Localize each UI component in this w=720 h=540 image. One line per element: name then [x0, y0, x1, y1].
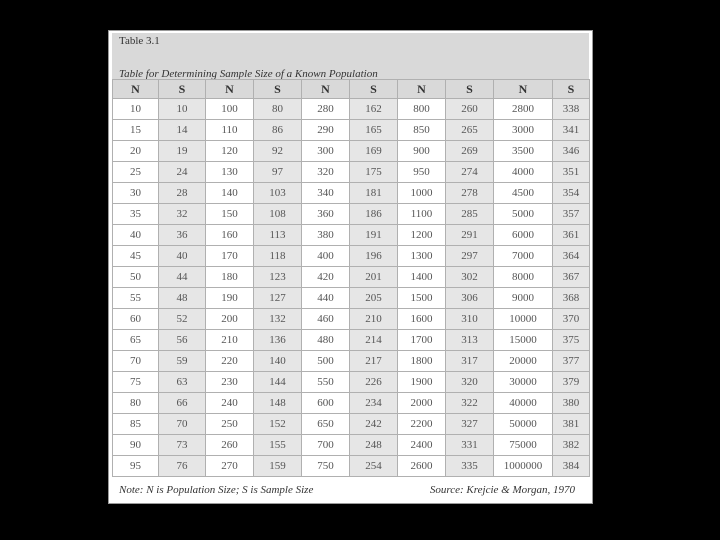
- sample-size-cell: 274: [446, 162, 494, 183]
- table-row: [113, 120, 590, 141]
- sample-size-cell: 186: [350, 204, 398, 225]
- population-size-cell: 360: [302, 204, 350, 225]
- population-size-cell: 15000: [494, 330, 553, 351]
- population-size-cell: 600: [302, 393, 350, 414]
- sample-size-cell: 346: [553, 141, 590, 162]
- population-size-cell: 75000: [494, 435, 553, 456]
- sample-size-cell: 32: [159, 204, 206, 225]
- population-size-cell: 150: [206, 204, 254, 225]
- population-size-cell: 440: [302, 288, 350, 309]
- sample-size-cell: 19: [159, 141, 206, 162]
- column-header: S: [254, 80, 302, 99]
- table-source: Source: Krejcie & Morgan, 1970: [429, 484, 575, 496]
- sample-size-cell: 354: [553, 183, 590, 204]
- sample-size-cell: 269: [446, 141, 494, 162]
- sample-size-cell: 181: [350, 183, 398, 204]
- sample-size-cell: 291: [446, 225, 494, 246]
- population-size-cell: 400: [302, 246, 350, 267]
- sample-size-cell: 368: [553, 288, 590, 309]
- sample-size-cell: 159: [254, 456, 302, 477]
- population-size-cell: 8000: [494, 267, 553, 288]
- sample-size-cell: 113: [254, 225, 302, 246]
- column-header: N: [113, 80, 159, 99]
- sample-size-cell: 260: [446, 99, 494, 120]
- sample-size-cell: 136: [254, 330, 302, 351]
- population-size-cell: 110: [206, 120, 254, 141]
- population-size-cell: 380: [302, 225, 350, 246]
- population-size-cell: 320: [302, 162, 350, 183]
- sample-size-cell: 364: [553, 246, 590, 267]
- table-row: [113, 246, 590, 267]
- population-size-cell: 70: [113, 351, 159, 372]
- sample-size-cell: 306: [446, 288, 494, 309]
- sample-size-cell: 254: [350, 456, 398, 477]
- sample-size-cell: 214: [350, 330, 398, 351]
- sample-size-cell: 56: [159, 330, 206, 351]
- population-size-cell: 700: [302, 435, 350, 456]
- sample-size-cell: 317: [446, 351, 494, 372]
- sample-size-cell: 80: [254, 99, 302, 120]
- column-header: N: [302, 80, 350, 99]
- column-header: N: [206, 80, 254, 99]
- sample-size-cell: 310: [446, 309, 494, 330]
- sample-size-cell: 210: [350, 309, 398, 330]
- sample-size-cell: 148: [254, 393, 302, 414]
- sample-size-cell: 248: [350, 435, 398, 456]
- sample-size-cell: 367: [553, 267, 590, 288]
- population-size-cell: 60: [113, 309, 159, 330]
- population-size-cell: 95: [113, 456, 159, 477]
- population-size-cell: 90: [113, 435, 159, 456]
- sample-size-cell: 118: [254, 246, 302, 267]
- population-size-cell: 50: [113, 267, 159, 288]
- population-size-cell: 75: [113, 372, 159, 393]
- population-size-cell: 160: [206, 225, 254, 246]
- sample-size-cell: 132: [254, 309, 302, 330]
- population-size-cell: 5000: [494, 204, 553, 225]
- population-size-cell: 1900: [398, 372, 446, 393]
- population-size-cell: 750: [302, 456, 350, 477]
- sample-size-cell: 73: [159, 435, 206, 456]
- table-body: [113, 99, 590, 477]
- population-size-cell: 1300: [398, 246, 446, 267]
- sample-size-cell: 52: [159, 309, 206, 330]
- population-size-cell: 2000: [398, 393, 446, 414]
- population-size-cell: 170: [206, 246, 254, 267]
- table-title: Table for Determining Sample Size of a Known Population: [119, 68, 378, 80]
- population-size-cell: 2600: [398, 456, 446, 477]
- sample-size-cell: 36: [159, 225, 206, 246]
- population-size-cell: 80: [113, 393, 159, 414]
- column-header: S: [159, 80, 206, 99]
- sample-size-cell: 331: [446, 435, 494, 456]
- table-header-row: [113, 80, 590, 99]
- population-size-cell: 1200: [398, 225, 446, 246]
- table-row: [113, 330, 590, 351]
- population-size-cell: 290: [302, 120, 350, 141]
- sample-size-cell: 217: [350, 351, 398, 372]
- population-size-cell: 4500: [494, 183, 553, 204]
- population-size-cell: 1700: [398, 330, 446, 351]
- sample-size-cell: 28: [159, 183, 206, 204]
- table-row: [113, 456, 590, 477]
- population-size-cell: 2800: [494, 99, 553, 120]
- population-size-cell: 1100: [398, 204, 446, 225]
- table-row: [113, 351, 590, 372]
- sample-size-cell: 377: [553, 351, 590, 372]
- population-size-cell: 480: [302, 330, 350, 351]
- sample-size-cell: 196: [350, 246, 398, 267]
- column-header: N: [398, 80, 446, 99]
- table-row: [113, 99, 590, 120]
- table-row: [113, 162, 590, 183]
- sample-size-cell: 320: [446, 372, 494, 393]
- sample-size-cell: 361: [553, 225, 590, 246]
- table-number: Table 3.1: [119, 35, 160, 47]
- sample-size-cell: 384: [553, 456, 590, 477]
- sample-size-cell: 265: [446, 120, 494, 141]
- sample-size-cell: 322: [446, 393, 494, 414]
- sample-size-cell: 155: [254, 435, 302, 456]
- population-size-cell: 3500: [494, 141, 553, 162]
- sample-size-cell: 144: [254, 372, 302, 393]
- population-size-cell: 250: [206, 414, 254, 435]
- population-size-cell: 500: [302, 351, 350, 372]
- population-size-cell: 15: [113, 120, 159, 141]
- sample-size-cell: 175: [350, 162, 398, 183]
- table-row: [113, 141, 590, 162]
- population-size-cell: 210: [206, 330, 254, 351]
- sample-size-cell: 191: [350, 225, 398, 246]
- table-row: [113, 288, 590, 309]
- population-size-cell: 420: [302, 267, 350, 288]
- sample-size-cell: 380: [553, 393, 590, 414]
- population-size-cell: 9000: [494, 288, 553, 309]
- sample-size-cell: 10: [159, 99, 206, 120]
- population-size-cell: 100: [206, 99, 254, 120]
- sample-size-cell: 140: [254, 351, 302, 372]
- sample-size-cell: 341: [553, 120, 590, 141]
- sample-size-cell: 205: [350, 288, 398, 309]
- sample-size-cell: 201: [350, 267, 398, 288]
- table-row: [113, 414, 590, 435]
- population-size-cell: 40000: [494, 393, 553, 414]
- population-size-cell: 30: [113, 183, 159, 204]
- table-row: [113, 309, 590, 330]
- population-size-cell: 180: [206, 267, 254, 288]
- sample-size-cell: 375: [553, 330, 590, 351]
- sample-size-cell: 382: [553, 435, 590, 456]
- table-row: [113, 372, 590, 393]
- table-card: [108, 30, 593, 504]
- sample-size-cell: 127: [254, 288, 302, 309]
- table-row: [113, 435, 590, 456]
- sample-size-cell: 327: [446, 414, 494, 435]
- column-header: S: [446, 80, 494, 99]
- sample-size-cell: 357: [553, 204, 590, 225]
- population-size-cell: 55: [113, 288, 159, 309]
- population-size-cell: 850: [398, 120, 446, 141]
- population-size-cell: 1000: [398, 183, 446, 204]
- column-header: S: [350, 80, 398, 99]
- population-size-cell: 190: [206, 288, 254, 309]
- population-size-cell: 140: [206, 183, 254, 204]
- sample-size-cell: 76: [159, 456, 206, 477]
- population-size-cell: 800: [398, 99, 446, 120]
- sample-size-cell: 234: [350, 393, 398, 414]
- sample-size-cell: 278: [446, 183, 494, 204]
- population-size-cell: 1800: [398, 351, 446, 372]
- population-size-cell: 10: [113, 99, 159, 120]
- sample-size-cell: 24: [159, 162, 206, 183]
- population-size-cell: 20: [113, 141, 159, 162]
- population-size-cell: 340: [302, 183, 350, 204]
- population-size-cell: 2200: [398, 414, 446, 435]
- table-caption: [112, 33, 589, 79]
- population-size-cell: 85: [113, 414, 159, 435]
- sample-size-cell: 44: [159, 267, 206, 288]
- population-size-cell: 200: [206, 309, 254, 330]
- sample-size-cell: 162: [350, 99, 398, 120]
- column-header: S: [553, 80, 590, 99]
- population-size-cell: 460: [302, 309, 350, 330]
- table-row: [113, 204, 590, 225]
- sample-size-cell: 285: [446, 204, 494, 225]
- table-row: [113, 225, 590, 246]
- sample-size-cell: 14: [159, 120, 206, 141]
- sample-size-cell: 48: [159, 288, 206, 309]
- sample-size-cell: 335: [446, 456, 494, 477]
- population-size-cell: 35: [113, 204, 159, 225]
- population-size-cell: 300: [302, 141, 350, 162]
- sample-size-cell: 152: [254, 414, 302, 435]
- population-size-cell: 50000: [494, 414, 553, 435]
- population-size-cell: 25: [113, 162, 159, 183]
- sample-size-cell: 97: [254, 162, 302, 183]
- table-note: Note: N is Population Size; S is Sample Size: [119, 484, 314, 496]
- population-size-cell: 240: [206, 393, 254, 414]
- population-size-cell: 4000: [494, 162, 553, 183]
- sample-size-cell: 379: [553, 372, 590, 393]
- population-size-cell: 120: [206, 141, 254, 162]
- sample-size-table: [112, 79, 590, 477]
- population-size-cell: 260: [206, 435, 254, 456]
- sample-size-cell: 63: [159, 372, 206, 393]
- population-size-cell: 3000: [494, 120, 553, 141]
- population-size-cell: 1400: [398, 267, 446, 288]
- sample-size-cell: 351: [553, 162, 590, 183]
- sample-size-cell: 165: [350, 120, 398, 141]
- population-size-cell: 65: [113, 330, 159, 351]
- sample-size-cell: 169: [350, 141, 398, 162]
- population-size-cell: 130: [206, 162, 254, 183]
- population-size-cell: 650: [302, 414, 350, 435]
- population-size-cell: 2400: [398, 435, 446, 456]
- population-size-cell: 30000: [494, 372, 553, 393]
- population-size-cell: 45: [113, 246, 159, 267]
- population-size-cell: 1500: [398, 288, 446, 309]
- sample-size-cell: 103: [254, 183, 302, 204]
- sample-size-cell: 59: [159, 351, 206, 372]
- sample-size-cell: 123: [254, 267, 302, 288]
- table-footer: [112, 483, 589, 501]
- population-size-cell: 550: [302, 372, 350, 393]
- sample-size-cell: 226: [350, 372, 398, 393]
- sample-size-cell: 313: [446, 330, 494, 351]
- table-row: [113, 267, 590, 288]
- population-size-cell: 20000: [494, 351, 553, 372]
- population-size-cell: 900: [398, 141, 446, 162]
- sample-size-cell: 381: [553, 414, 590, 435]
- population-size-cell: 280: [302, 99, 350, 120]
- population-size-cell: 10000: [494, 309, 553, 330]
- sample-size-cell: 92: [254, 141, 302, 162]
- sample-size-cell: 297: [446, 246, 494, 267]
- population-size-cell: 6000: [494, 225, 553, 246]
- column-header: N: [494, 80, 553, 99]
- population-size-cell: 270: [206, 456, 254, 477]
- sample-size-cell: 86: [254, 120, 302, 141]
- table-row: [113, 393, 590, 414]
- sample-size-cell: 242: [350, 414, 398, 435]
- population-size-cell: 230: [206, 372, 254, 393]
- population-size-cell: 7000: [494, 246, 553, 267]
- population-size-cell: 1000000: [494, 456, 553, 477]
- table-row: [113, 183, 590, 204]
- sample-size-cell: 108: [254, 204, 302, 225]
- sample-size-cell: 40: [159, 246, 206, 267]
- population-size-cell: 220: [206, 351, 254, 372]
- sample-size-cell: 302: [446, 267, 494, 288]
- population-size-cell: 1600: [398, 309, 446, 330]
- sample-size-cell: 338: [553, 99, 590, 120]
- population-size-cell: 40: [113, 225, 159, 246]
- sample-size-cell: 370: [553, 309, 590, 330]
- sample-size-cell: 66: [159, 393, 206, 414]
- sample-size-cell: 70: [159, 414, 206, 435]
- population-size-cell: 950: [398, 162, 446, 183]
